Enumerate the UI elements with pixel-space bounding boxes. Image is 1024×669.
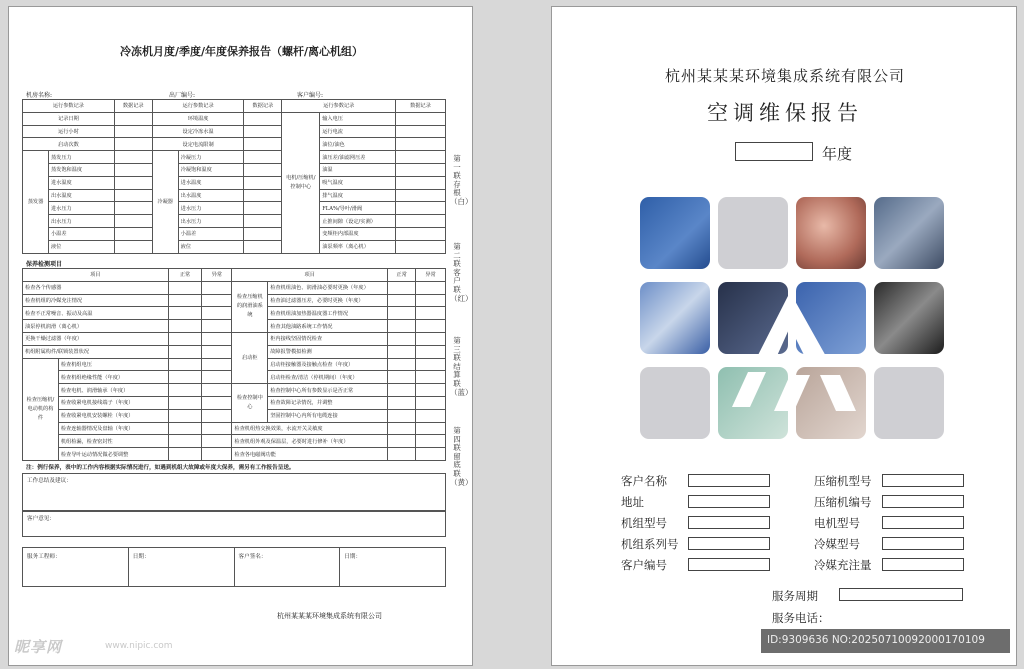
- cover-field-input-left[interactable]: [688, 537, 770, 550]
- data-cell[interactable]: [244, 240, 282, 253]
- evap-item: 进水温度: [48, 176, 114, 189]
- maint-item: 检查机组热交换效果，水流开关灵敏度: [232, 422, 388, 435]
- data-cell[interactable]: [114, 125, 152, 138]
- check-abnormal[interactable]: [202, 345, 232, 358]
- check-abnormal[interactable]: [202, 307, 232, 320]
- check-normal[interactable]: [388, 332, 416, 345]
- check-normal[interactable]: [168, 384, 202, 397]
- data-cell[interactable]: [244, 215, 282, 228]
- check-abnormal[interactable]: [202, 396, 232, 409]
- data-cell[interactable]: [244, 138, 282, 151]
- check-abnormal[interactable]: [202, 409, 232, 422]
- check-normal[interactable]: [168, 435, 202, 448]
- run-item: 设定电流限制: [152, 138, 244, 151]
- check-abnormal[interactable]: [202, 371, 232, 384]
- maint-header-item-2: 项目: [232, 269, 388, 282]
- evap-item: 小温差: [48, 227, 114, 240]
- data-cell[interactable]: [114, 176, 152, 189]
- cond-label: 冷凝器: [152, 151, 178, 253]
- maint-item: 检查各个传感器: [23, 281, 169, 294]
- maint-item: 柜内接线坚固情况检查: [268, 332, 388, 345]
- data-cell[interactable]: [114, 240, 152, 253]
- data-cell[interactable]: [244, 227, 282, 240]
- check-abnormal[interactable]: [416, 320, 446, 333]
- data-cell[interactable]: [396, 125, 446, 138]
- check-normal[interactable]: [388, 396, 416, 409]
- cover-field-label-left: 客户名称: [621, 474, 667, 488]
- maint-item: 检查连轴器情况及盘轴（年度）: [58, 422, 168, 435]
- data-cell[interactable]: [396, 151, 446, 164]
- check-abnormal[interactable]: [416, 332, 446, 345]
- cover-field-label-left: 客户编号: [621, 558, 667, 572]
- check-abnormal[interactable]: [416, 422, 446, 435]
- data-cell[interactable]: [114, 112, 152, 125]
- maint-item: 检查机组的冷媒充注情况: [23, 294, 169, 307]
- opinion-box: [22, 511, 446, 537]
- maint-header-normal-2: 正常: [388, 269, 416, 282]
- maint-item: 启动柜接触器及接触点检查（年度）: [268, 358, 388, 371]
- maint-section-label: 保养检测项目: [26, 261, 63, 268]
- maint-item: 检查导叶运动情况做必要调整: [58, 448, 168, 461]
- cover-field-input-right[interactable]: [882, 516, 964, 529]
- cover-field-input-right[interactable]: [882, 537, 964, 550]
- cover-company: 杭州某某某环境集成系统有限公司: [664, 67, 905, 85]
- check-normal[interactable]: [388, 422, 416, 435]
- maintenance-report-sheet: [8, 6, 473, 666]
- data-cell[interactable]: [244, 176, 282, 189]
- maint-item: 检查收紧电机接线端子（年度）: [58, 396, 168, 409]
- service-phone-label: 服务电话：: [772, 611, 830, 625]
- sign-date-2: 日期：: [344, 554, 362, 560]
- cond-item: 进水压力: [178, 202, 244, 215]
- letter-a-logo-overlay: [640, 197, 944, 439]
- check-abnormal[interactable]: [202, 358, 232, 371]
- motor-item: 油温: [320, 163, 396, 176]
- check-normal[interactable]: [388, 409, 416, 422]
- cover-field-label-right: 电机型号: [814, 516, 860, 530]
- data-cell[interactable]: [396, 240, 446, 253]
- check-normal[interactable]: [168, 307, 202, 320]
- data-cell[interactable]: [114, 138, 152, 151]
- run-item: 运行小时: [23, 125, 115, 138]
- cover-title: 空调维保报告: [707, 101, 863, 125]
- maint-item: 机组附属构件/联锁装置状况: [23, 345, 169, 358]
- check-normal[interactable]: [168, 448, 202, 461]
- check-normal[interactable]: [168, 396, 202, 409]
- data-cell[interactable]: [396, 227, 446, 240]
- cond-item: 小温差: [178, 227, 244, 240]
- check-abnormal[interactable]: [416, 358, 446, 371]
- maint-item: 启动柜检查/清洁（停机期间）（年度）: [268, 371, 388, 384]
- maint-item: 检查机组油色、润滑油必要时更换（年度）: [268, 281, 388, 294]
- evap-item: 蒸发压力: [48, 151, 114, 164]
- check-abnormal[interactable]: [416, 307, 446, 320]
- run-header-data: 数据记录: [114, 100, 152, 113]
- cond-item: 冷凝饱和温度: [178, 163, 244, 176]
- report-note: 注：例行保养，表中的工作内容根据实际情况进行，如遇到机组大故障或年度大保养，需另有工作报告呈送。: [26, 465, 295, 471]
- check-abnormal[interactable]: [202, 320, 232, 333]
- starter-label: 启动柜: [232, 332, 268, 383]
- cover-field-input-right[interactable]: [882, 558, 964, 571]
- check-abnormal[interactable]: [416, 448, 446, 461]
- cond-item: 冷凝压力: [178, 151, 244, 164]
- maint-item: 检查控制中心所有参数显示是否正常: [268, 384, 388, 397]
- cond-item: 出水压力: [178, 215, 244, 228]
- check-abnormal[interactable]: [202, 422, 232, 435]
- check-normal[interactable]: [388, 320, 416, 333]
- motor-item: 排气温度: [320, 189, 396, 202]
- maint-header-item: 项目: [23, 269, 169, 282]
- check-normal[interactable]: [168, 422, 202, 435]
- data-cell[interactable]: [396, 189, 446, 202]
- data-cell[interactable]: [396, 215, 446, 228]
- check-normal[interactable]: [388, 294, 416, 307]
- run-item: 启动次数: [23, 138, 115, 151]
- maint-item: 机组检漏，检查密封性: [58, 435, 168, 448]
- check-abnormal[interactable]: [416, 435, 446, 448]
- summary-label: 工作总结及建议：: [27, 478, 72, 484]
- maint-item: 检查机组电压: [58, 358, 168, 371]
- maint-header-abnormal: 异常: [202, 269, 232, 282]
- cover-field-input-left[interactable]: [688, 516, 770, 529]
- run-header-item: 运行参数记录: [23, 100, 115, 113]
- check-abnormal[interactable]: [202, 332, 232, 345]
- run-header-item-3: 运行参数记录: [282, 100, 396, 113]
- cond-item: 液位: [178, 240, 244, 253]
- evap-item: 出水温度: [48, 189, 114, 202]
- motor-item: 吸气温度: [320, 176, 396, 189]
- cover-field-label-right: 冷媒型号: [814, 537, 860, 551]
- check-abnormal[interactable]: [416, 396, 446, 409]
- cover-field-label-right: 压缩机型号: [814, 474, 872, 488]
- check-abnormal[interactable]: [416, 384, 446, 397]
- maint-item: 检查机组油加热器温度器工作情况: [268, 307, 388, 320]
- maint-item: 坚固控制中心内所有电缆连接: [268, 409, 388, 422]
- maint-item: 检查电机、润滑轴承（年度）: [58, 384, 168, 397]
- cond-item: 进水温度: [178, 176, 244, 189]
- maint-item: 检查其他油路系统工作情况: [268, 320, 388, 333]
- data-cell[interactable]: [396, 112, 446, 125]
- year-label: 年度: [822, 145, 853, 163]
- maint-item: 检查机组外观及保温层，必要时进行修补（年度）: [232, 435, 388, 448]
- data-cell[interactable]: [114, 202, 152, 215]
- data-cell[interactable]: [396, 138, 446, 151]
- copy-label-4: 第四联留底联（黄）: [450, 426, 473, 487]
- check-normal[interactable]: [168, 345, 202, 358]
- check-normal[interactable]: [168, 294, 202, 307]
- check-normal[interactable]: [388, 281, 416, 294]
- run-header-data-2: 数据记录: [244, 100, 282, 113]
- run-header-data-3: 数据记录: [396, 100, 446, 113]
- data-cell[interactable]: [114, 151, 152, 164]
- meta-serial: 出厂编号:: [169, 92, 196, 99]
- check-normal[interactable]: [388, 345, 416, 358]
- run-header-item-2: 运行参数记录: [152, 100, 244, 113]
- maint-item: 油泵停机润滑（离心机）: [23, 320, 169, 333]
- motor-item: 油位/油色: [320, 138, 396, 151]
- check-normal[interactable]: [168, 409, 202, 422]
- data-cell[interactable]: [244, 163, 282, 176]
- cover-field-label-left: 机组型号: [621, 516, 667, 530]
- maint-item: 检查油过滤器压差，必要时更换（年度）: [268, 294, 388, 307]
- sign-customer: 客户签名：: [235, 548, 341, 586]
- check-normal[interactable]: [388, 384, 416, 397]
- data-cell[interactable]: [114, 163, 152, 176]
- maint-header-abnormal-2: 异常: [416, 269, 446, 282]
- cover-field-input-right[interactable]: [882, 474, 964, 487]
- check-normal[interactable]: [168, 320, 202, 333]
- check-normal[interactable]: [388, 371, 416, 384]
- check-normal[interactable]: [388, 435, 416, 448]
- image-id-bar: ID:9309636 NO:20250710092000170109: [761, 629, 1010, 653]
- check-normal[interactable]: [168, 358, 202, 371]
- evap-item: 出水压力: [48, 215, 114, 228]
- motor-item: 运行电流: [320, 125, 396, 138]
- service-period-label: 服务周期: [772, 589, 818, 603]
- report-title: 冷冻机月度/季度/年度保养报告（螺杆/离心机组）: [119, 45, 364, 58]
- ctrl-label: 检查控制中心: [232, 384, 268, 422]
- maint-item: 检查机组绝缘性能（年度）: [58, 371, 168, 384]
- motor-label: 电机/压缩机/控制中心: [282, 112, 320, 253]
- motor-item: 变频柜内部温度: [320, 227, 396, 240]
- comp-label: 检查压缩机/电动机的构件: [23, 358, 59, 460]
- cover-field-label-left: 机组系列号: [621, 537, 679, 551]
- signature-row: [22, 547, 446, 587]
- cover-field-label-right: 冷媒充注量: [814, 558, 872, 572]
- meta-customer: 客户编号:: [297, 92, 324, 99]
- data-cell[interactable]: [396, 163, 446, 176]
- cover-field-input-left[interactable]: [688, 558, 770, 571]
- data-cell[interactable]: [396, 202, 446, 215]
- meta-room: 机房名称:: [26, 92, 53, 99]
- check-normal[interactable]: [388, 448, 416, 461]
- summary-box: [22, 473, 446, 511]
- motor-item: 止推间隙（设定/实测）: [320, 215, 396, 228]
- data-cell[interactable]: [114, 227, 152, 240]
- cond-item: 出水温度: [178, 189, 244, 202]
- maint-item: 检查不正常噪音、振动及高温: [23, 307, 169, 320]
- motor-item: 输入电压: [320, 112, 396, 125]
- cover-field-input-left[interactable]: [688, 495, 770, 508]
- cover-field-input-left[interactable]: [688, 474, 770, 487]
- check-abnormal[interactable]: [416, 281, 446, 294]
- evap-item: 蒸发饱和温度: [48, 163, 114, 176]
- check-abnormal[interactable]: [416, 345, 446, 358]
- cover-field-input-right[interactable]: [882, 495, 964, 508]
- check-abnormal[interactable]: [202, 384, 232, 397]
- check-abnormal[interactable]: [416, 371, 446, 384]
- evap-item: 液位: [48, 240, 114, 253]
- copy-label-1: 第一联存根（白）: [450, 154, 473, 206]
- data-cell[interactable]: [114, 189, 152, 202]
- run-item: 环境温度: [152, 112, 244, 125]
- evap-item: 进水压力: [48, 202, 114, 215]
- data-cell[interactable]: [114, 215, 152, 228]
- check-normal[interactable]: [168, 371, 202, 384]
- check-normal[interactable]: [388, 358, 416, 371]
- cover-field-label-right: 压缩机编号: [814, 495, 872, 509]
- motor-item: 油泵频率（离心机）: [320, 240, 396, 253]
- check-abnormal[interactable]: [202, 435, 232, 448]
- maint-check-table: [22, 268, 446, 461]
- motor-item: FLA%/导叶/滑阀: [320, 202, 396, 215]
- maint-item: 检查故障记录情况，并调整: [268, 396, 388, 409]
- copy-label-2: 第二联客户联（红）: [450, 242, 473, 303]
- data-cell[interactable]: [244, 151, 282, 164]
- sign-engineer: 服务工程师：: [23, 548, 129, 586]
- watermark-url: www.nipic.com: [105, 641, 173, 651]
- run-item: 设定冷冻水温: [152, 125, 244, 138]
- data-cell[interactable]: [244, 125, 282, 138]
- data-cell[interactable]: [244, 189, 282, 202]
- check-normal[interactable]: [388, 307, 416, 320]
- copy-label-3: 第三联结算联（蓝）: [450, 336, 473, 397]
- maint-item: 检查各电磁阀功能: [232, 448, 388, 461]
- year-input-box[interactable]: [735, 142, 813, 161]
- maint-header-normal: 正常: [168, 269, 202, 282]
- maint-item: 检查收紧电机安装螺栓（年度）: [58, 409, 168, 422]
- maint-item: 故障报警模拟检测: [268, 345, 388, 358]
- check-abnormal[interactable]: [416, 409, 446, 422]
- cover-field-label-left: 地址: [621, 495, 644, 509]
- report-cover-sheet: [551, 6, 1017, 666]
- sign-date-1: 日期：: [129, 548, 235, 586]
- evap-label: 蒸发器: [23, 151, 49, 253]
- check-normal[interactable]: [168, 281, 202, 294]
- opinion-label: 客户意见：: [27, 516, 55, 522]
- check-abnormal[interactable]: [202, 448, 232, 461]
- check-abnormal[interactable]: [202, 281, 232, 294]
- check-abnormal[interactable]: [202, 294, 232, 307]
- run-params-table: [22, 99, 446, 254]
- run-item: 记录日期: [23, 112, 115, 125]
- data-cell[interactable]: [396, 176, 446, 189]
- oil-label: 检查压缩机的润滑油系统: [232, 281, 268, 332]
- report-footer-company: 杭州某某某环境集成系统有限公司: [277, 612, 382, 620]
- check-normal[interactable]: [168, 332, 202, 345]
- watermark-logo: 昵享网: [14, 638, 63, 656]
- check-abnormal[interactable]: [416, 294, 446, 307]
- data-cell[interactable]: [244, 202, 282, 215]
- service-period-input[interactable]: [839, 588, 963, 601]
- data-cell[interactable]: [244, 112, 282, 125]
- motor-item: 油压差/油滤网压差: [320, 151, 396, 164]
- maint-item: 更换干燥过滤器（年度）: [23, 332, 169, 345]
